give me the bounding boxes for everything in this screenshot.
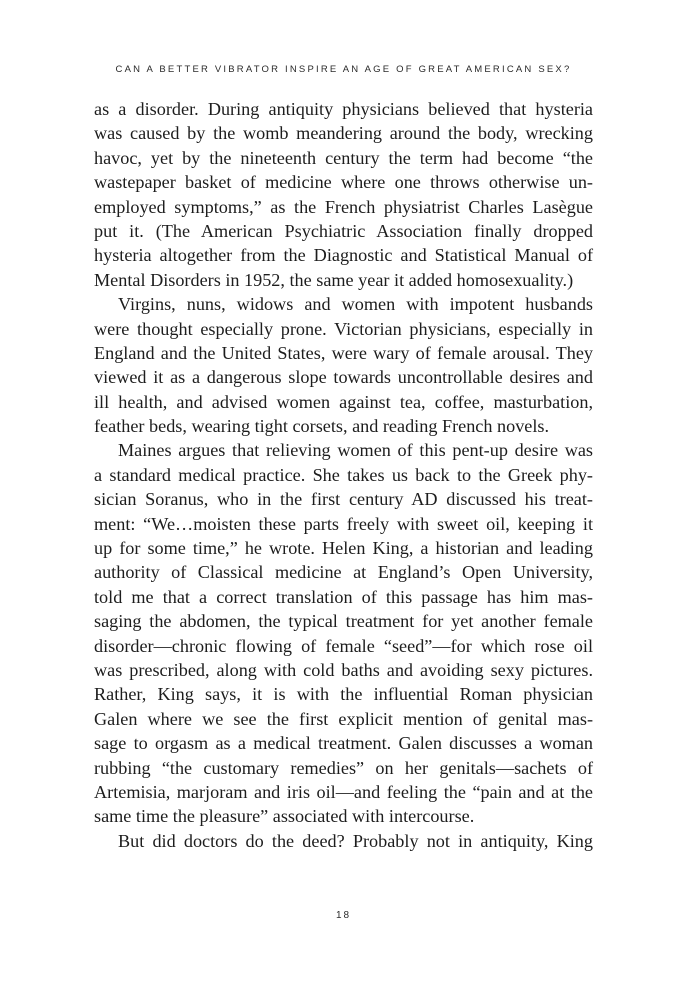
text-line: Mental Disorders in 1952, the same year it added homosexuality.)	[94, 269, 574, 290]
text-line: viewed it as a dangerous slope towards uncontrollable desires and	[94, 367, 593, 388]
text-line: saging the abdomen, the typical treatment for yet another female	[94, 611, 593, 632]
text-line: as a disorder. During antiquity physicians believed that hysteria	[94, 99, 593, 119]
paragraph-first-line: Maines argues that relieving women of this pent-up desire was	[118, 440, 593, 461]
text-line: rubbing “the customary remedies” on her genitals—sachets of	[94, 757, 593, 778]
text-line: put it. (The American Psychiatric Association finally dropped	[94, 220, 593, 241]
page-number: 18	[335, 910, 352, 921]
paragraph-first-line: But did doctors do the deed? Probably not in antiquity, King	[118, 830, 593, 851]
text-line: authority of Classical medicine at England’s Open University,	[94, 562, 593, 583]
text-line: Rather, King says, it is with the influential Roman physician	[94, 684, 593, 705]
text-line: havoc, yet by the nineteenth century the term had become “the	[94, 147, 593, 168]
text-line: England and the United States, were wary of female arousal. They	[94, 342, 593, 363]
text-line: sage to orgasm as a medical treatment. Galen discusses a woman	[94, 733, 593, 754]
text-line: were thought especially prone. Victorian physicians, especially in	[94, 318, 593, 339]
text-line: ment: “We…moisten these parts freely with sweet oil, keeping it	[94, 513, 593, 534]
text-line: sician Soranus, who in the first century AD discussed his treat-	[94, 489, 593, 510]
text-line: ill health, and advised women against tea, coffee, masturbation,	[94, 391, 593, 412]
text-line: told me that a correct translation of this passage has him mas-	[94, 586, 593, 607]
text-line: feather beds, wearing tight corsets, and reading French novels.	[94, 416, 550, 437]
text-line: wastepaper basket of medicine where one throws otherwise un-	[94, 172, 593, 193]
text-line: Artemisia, marjoram and iris oil—and feeling the “pain and at the	[94, 781, 593, 802]
body-text	[94, 97, 593, 853]
text-line: was prescribed, along with cold baths and avoiding sexy pictures.	[94, 659, 593, 680]
text-line: disorder—chronic flowing of female “seed”—for which rose oil	[94, 635, 593, 656]
text-line: same time the pleasure” associated with intercourse.	[94, 806, 475, 827]
running-head: CAN A BETTER VIBRATOR INSPIRE AN AGE OF GREAT AMERICAN SEX?	[115, 64, 572, 75]
paragraph-first-line: Virgins, nuns, widows and women with impotent husbands	[118, 294, 593, 315]
text-line: a standard medical practice. She takes us back to the Greek phy-	[94, 464, 593, 485]
text-line: employed symptoms,” as the French physiatrist Charles Lasègue	[94, 196, 593, 217]
text-line: up for some time,” he wrote. Helen King, a historian and leading	[94, 538, 593, 559]
text-line: hysteria altogether from the Diagnostic and Statistical Manual of	[94, 245, 593, 266]
text-line: Galen where we see the first explicit mention of genital mas-	[94, 708, 593, 729]
text-line: was caused by the womb meandering around the body, wrecking	[94, 123, 593, 144]
